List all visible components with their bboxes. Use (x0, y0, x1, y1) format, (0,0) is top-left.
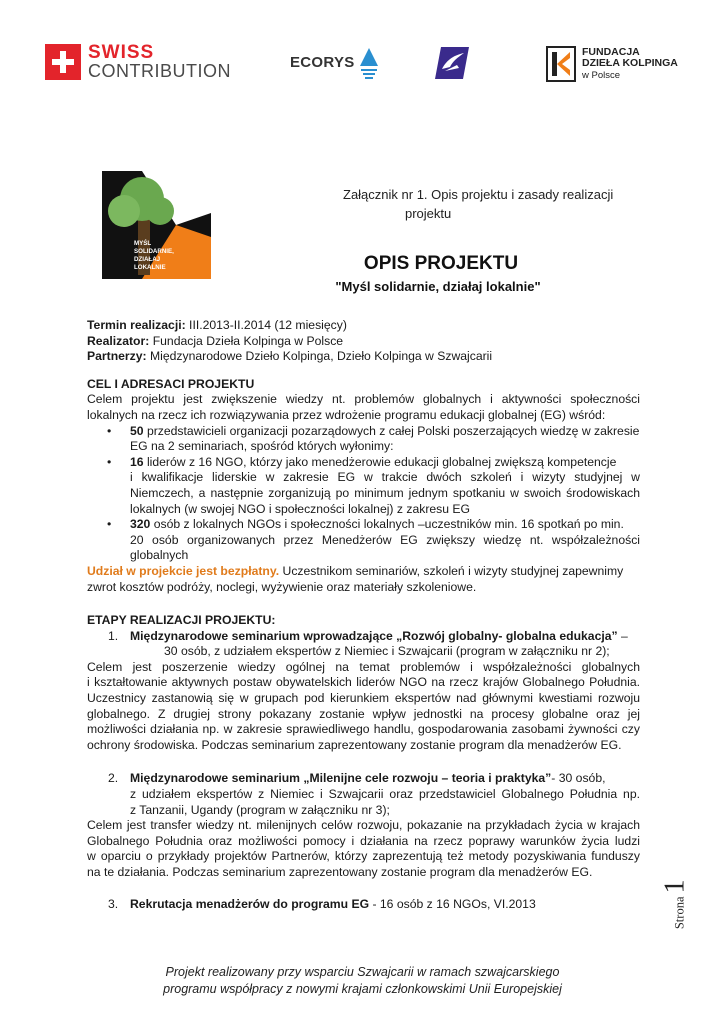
ecorys-triangle-icon (358, 46, 380, 80)
fundacja-line2: DZIEŁA KOLPINGA (582, 57, 678, 70)
bullet-item-1 (87, 424, 640, 455)
bullet-icon: • (107, 517, 112, 532)
strona-label: Strona (672, 896, 687, 930)
free-participation-text: Uczestnikom seminariów, szkoleń i wizyty studyjnej zapewnimy (279, 563, 624, 578)
swiss-logo-line2: CONTRIBUTION (88, 61, 231, 81)
etap1-line2: 30 osób, z udziałem ekspertów z Niemiec i Szwajcarii (program w załączniku nr 2); (164, 644, 610, 659)
footer-line2: programu współpracy z nowymi krajami członkowskimi Unii Europejskiej (163, 982, 562, 996)
annex-note (343, 185, 633, 223)
swiss-contribution-logo (45, 44, 231, 80)
kolping-k-icon (546, 46, 576, 82)
free-participation-line (87, 564, 640, 580)
swiss-logo-line1: SWISS (88, 42, 155, 63)
eagle-emblem-icon (433, 45, 471, 81)
etap-item-2 (87, 771, 640, 818)
fundacja-line3: w Polsce (582, 69, 621, 81)
page-subtitle: "Myśl solidarnie, działaj lokalnie" (335, 279, 541, 294)
annex-line2: projektu (405, 206, 452, 221)
realizator-label: Realizator: (87, 333, 150, 348)
partnerzy-label: Partnerzy: (87, 349, 147, 364)
ecorys-logo (290, 46, 380, 80)
bullet3-line3: globalnych (130, 548, 189, 563)
project-logo (102, 171, 211, 279)
bullet3-line1: osób z lokalnych NGOs i społeczności lokalnych –uczestników min. 16 spotkań po min. (150, 517, 624, 532)
bullet2-line1: liderów z 16 NGO, którzy jako menedżerowie edukacji globalnej zwiększą kompetencje (143, 454, 617, 469)
etap1-para-line2: i kształtowanie aktywnych postaw obywatelskich liderów NGO na rzecz krajów Globalnego Południa. (87, 675, 640, 690)
bullet-item-3 (87, 517, 640, 564)
etap2-para-line3: w oparciu o przykłady projektów Partnerów, którzy zaprezentują też metody pozyskiwania funduszy (87, 849, 640, 864)
ecorys-logo-text: ECORYS (290, 54, 355, 72)
swiss-cross-icon (45, 44, 81, 80)
etap1-title: Międzynarodowe seminarium wprowadzające „Rozwój globalny- globalna edukacja” (130, 628, 618, 643)
etap1-number: 1. (108, 628, 119, 643)
page-title: OPIS PROJEKTU (363, 253, 519, 274)
termin-value: III.2013-II.2014 (12 miesięcy) (185, 318, 347, 332)
bullet-item-2 (87, 455, 640, 517)
etap1-para-line5: możliwości działania np. w zakresie sprawiedliwego handlu, gospodarowania zasobami żywności czy (87, 722, 640, 737)
page-footer (120, 964, 605, 998)
etap2-line2: z udziałem ekspertów z Niemiec i Szwajcarii oraz przedstawiciel Globalnego Południa np. (130, 787, 640, 802)
partnerzy-value: Międzynarodowe Dzieło Kolpinga, Dzieło Kolpinga w Szwajcarii (146, 349, 493, 364)
bullet1-line2: EG na 2 seminariach, spośród których wyłonimy: (130, 439, 394, 454)
realizator-value: Fundacja Dzieła Kolpinga w Polsce (149, 333, 344, 348)
cel-heading: CEL I ADRESACI PROJEKTU (87, 376, 255, 391)
termin-label: Termin realizacji: (87, 318, 186, 332)
document-body (87, 318, 640, 912)
etap1-title-rest: – (617, 628, 628, 643)
bullet1-line1: przedstawicieli organizacji pozarządowych z całej Polski poszerzających wiedzę w zakresie (143, 423, 640, 438)
page-number: 1 (659, 879, 691, 894)
etap2-line3: z Tanzanii, Ugandy (program w załączniku nr 3); (130, 802, 390, 817)
bullet2-line3: Niemczech, a następnie zorganizują po minimum jednym spotkaniu w swoich środowiskach (130, 485, 640, 500)
bullet-icon: • (107, 423, 112, 438)
cel-intro-line2: lokalnych na rzecz ich rozwiązywania przez wdrożenie programu edukacji globalnej (EG) wśród: (87, 407, 606, 422)
etapy-heading: ETAPY REALIZACJI PROJEKTU: (87, 613, 276, 628)
partnerzy-line (87, 349, 640, 365)
etap2-para-line1: Celem jest transfer wiedzy nt. milenijnych celów rozwoju, pokazanie na przykładach życia w krajach (87, 818, 640, 833)
etap2-title-rest: - 30 osób, (551, 771, 606, 786)
footer-line1: Projekt realizowany przy wsparciu Szwajcarii w ramach szwajcarskiego (165, 965, 560, 979)
cel-intro-line1: Celem projektu jest zwiększenie wiedzy nt. problemów globalnych i aktywności społeczności (87, 392, 640, 407)
etap3-title-rest: - 16 osób z 16 NGOs, VI.2013 (369, 896, 536, 911)
bullet2-number: 16 (130, 454, 144, 469)
annex-line1: Załącznik nr 1. Opis projektu i zasady realizacji (343, 187, 614, 202)
partner-logos (0, 0, 725, 110)
fundacja-line1: FUNDACJA (582, 45, 640, 58)
free-participation-label: Udział w projekcie jest bezpłatny. (87, 563, 280, 578)
bullet1-number: 50 (130, 423, 144, 438)
etap3-title: Rekrutacja menadżerów do programu EG (130, 896, 370, 911)
etap-item-3 (87, 897, 640, 913)
etap3-number: 3. (108, 896, 119, 911)
bullet3-line2: 20 osób organizowanych przez Menedżerów EG zwiększy wiedzę nt. współzależności (130, 532, 640, 547)
realizator-line (87, 334, 640, 350)
project-logo-line4: LOKALNIE (134, 264, 166, 271)
etap1-para-line1: Celem jest poszerzenie wiedzy ogólnej na temat problemów i współzależności globalnych (87, 659, 640, 674)
bullet-icon: • (107, 454, 112, 469)
project-logo-line2: SOLIDARNIE, (134, 248, 174, 255)
project-logo-line3: DZIAŁAJ (134, 256, 161, 263)
termin-line (87, 318, 640, 334)
etap-item-1 (87, 629, 640, 660)
page-number-marker (659, 879, 701, 940)
free-participation-line2: zwrot kosztów podróży, noclegi, wyżywienie oraz materiały szkoleniowe. (87, 579, 477, 594)
etap2-number: 2. (108, 771, 119, 786)
etap2-para-line2: Globalnego Południa oraz możliwości pomocy i działania na rzecz poprawy warunków życia ludzi (87, 833, 640, 848)
etap2-para-line4: na te działania. Podczas seminarium zaprezentowany zostanie program dla menadżerów EG. (87, 865, 593, 879)
etap1-para-line4: globalnego. Z drugiej strony pokazany zostanie wpływ jednostki na procesy globalne oraz jej (87, 706, 640, 721)
etap2-title: Międzynarodowe seminarium „Milenijne cele rozwoju – teoria i praktyka” (130, 771, 552, 786)
etap1-para-line6: ochrony środowiska. Podczas seminarium zaprezentowany zostanie program dla menadżerów EG. (87, 737, 622, 752)
project-logo-line1: MYŚL (134, 240, 152, 247)
etap1-para-line3: Uczestnicy zastanowią się w grupach pod kierunkiem ekspertów nad głównymi kwestiami rozwoju (87, 691, 640, 706)
bullet2-line4: lokalnych (w swojej NGO i społeczności lokalnej) z zakresu EG (130, 501, 471, 516)
fundacja-kolpinga-logo (546, 46, 678, 82)
bullet2-line2: i kwalifikacje liderskie w zakresie EG w trakcie dwóch szkoleń i wizyty studyjnej w (130, 470, 640, 485)
bullet3-number: 320 (130, 517, 151, 532)
